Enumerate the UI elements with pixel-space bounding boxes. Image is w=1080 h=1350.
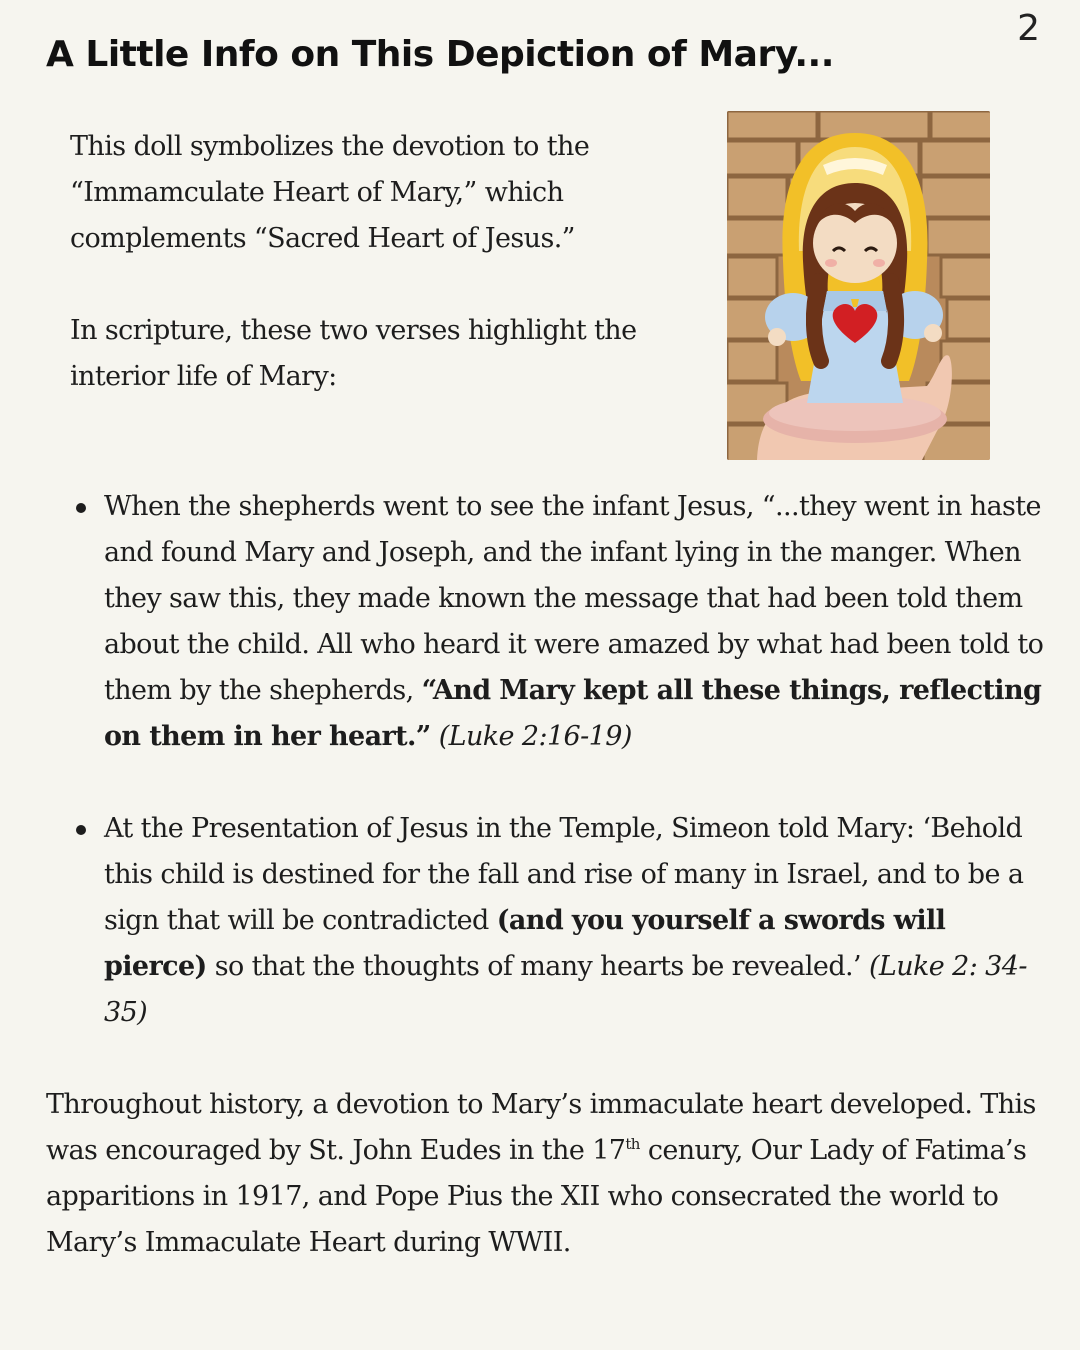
verse-text: At the Presentation of Jesus in the Temple, Simeon told Mary: ‘Behold this child is destined for the fall and rise of many in Israel, and to be a sign that will be contradicted [104,813,1024,936]
page-number: 2 [1017,8,1040,49]
intro-paragraph-2: In scripture, these two verses highlight the interior life of Mary: [70,315,637,392]
closing-paragraph [46,1082,1056,1266]
closing-text-2: cenury, Our Lady of Fatima’s apparitions in 1917, and Pope Pius the XII who consecrated the world to Mary’s Immaculate Heart during WWII. [46,1135,1027,1258]
verse-citation: (Luke 2:16-19) [438,721,632,752]
list-item [104,806,1044,1036]
verse-bold-quote: “And Mary kept all these things, reflecting on them in her heart.” [104,675,1042,752]
ordinal-suffix: th [625,1135,640,1153]
verse-text-after: so that the thoughts of many hearts be revealed.’ [206,951,869,982]
closing-text-1: Throughout history, a devotion to Mary’s immaculate heart developed. This was encouraged by St. John Eudes in the 17 [46,1089,1036,1166]
scripture-verse-list [104,484,1044,1082]
mary-doll-photo [727,111,990,460]
list-item [104,484,1044,760]
verse-text: When the shepherds went to see the infant Jesus, “...they went in haste and found Mary and Joseph, and the infant lying in the manger. When they saw this, they made known the message that had been told them about the child. All who heard it were amazed by what had been told to them by the shepherds, [104,491,1044,706]
verse-citation: (Luke 2: 34-35) [104,951,1027,1028]
intro-paragraph-1: This doll symbolizes the devotion to the “Immamculate Heart of Mary,” which complements “Sacred Heart of Jesus.” [70,131,590,254]
verse-text-after [431,721,439,752]
page-title: A Little Info on This Depiction of Mary... [46,34,834,75]
verse-bold-quote: (and you yourself a swords will pierce) [104,905,946,982]
intro-text [70,124,670,400]
